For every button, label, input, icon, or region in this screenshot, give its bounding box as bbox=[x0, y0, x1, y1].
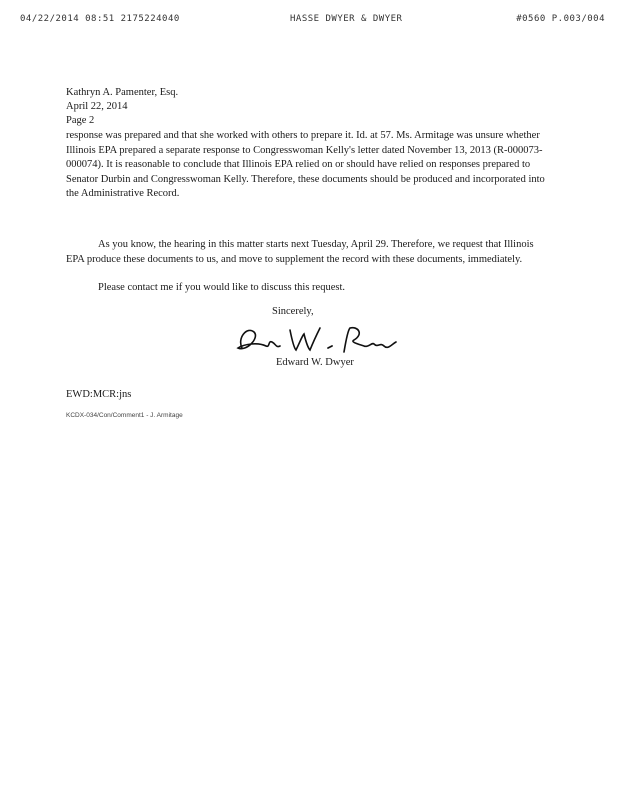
body-paragraph-3: Please contact me if you would like to discuss this request. bbox=[98, 282, 345, 293]
closing-salutation: Sincerely, bbox=[272, 306, 314, 317]
body-paragraph-2: As you know, the hearing in this matter starts next Tuesday, April 29. Therefore, we request that Illinois EPA produce these documents to us, and move to supplement the record with these documents, immediately. bbox=[66, 239, 534, 265]
letter-date: April 22, 2014 bbox=[66, 101, 128, 112]
document-reference: KCDX-034/Con/Comment1 - J. Armitage bbox=[66, 412, 183, 419]
fax-header-timestamp: 04/22/2014 08:51 2175224040 bbox=[20, 14, 180, 24]
typist-initials: EWD:MCR:jns bbox=[66, 389, 132, 400]
signer-name: Edward W. Dwyer bbox=[276, 357, 354, 368]
letter-address-block bbox=[66, 86, 178, 128]
fax-header bbox=[20, 14, 605, 28]
body-paragraph-1: response was prepared and that she worked with others to prepare it. Id. at 57. Ms. Armitage was unsure whether Illinois EPA prepared a separate response to Congresswoman Kelly's letter dated November 13, 2013 (R-000073-000074). It is reasonable to conclude that Illinois EPA relied on or should have relied on responses prepared to Senator Durbin and Congresswoman Kelly. Therefore, these documents should be produced and incorporated into the Administrative Record. bbox=[66, 130, 545, 199]
fax-header-page: #0560 P.003/004 bbox=[516, 14, 605, 24]
handwritten-signature bbox=[232, 318, 402, 360]
page-number: Page 2 bbox=[66, 115, 95, 126]
fax-header-sender: HASSE DWYER & DWYER bbox=[290, 14, 403, 24]
recipient-name: Kathryn A. Pamenter, Esq. bbox=[66, 87, 179, 98]
